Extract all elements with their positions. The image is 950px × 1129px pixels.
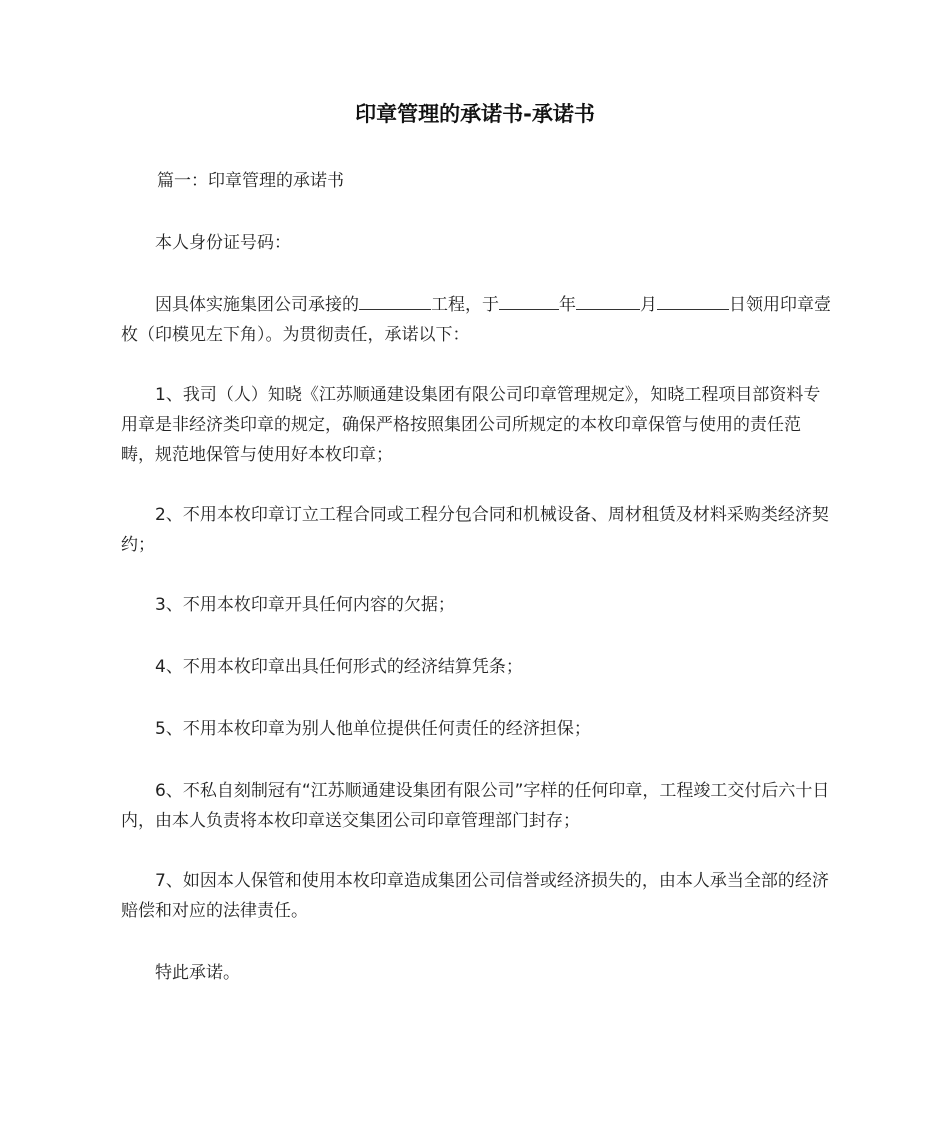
- commitment-item-2: 2、不用本枚印章订立工程合同或工程分包合同和机械设备、周材租赁及材料采购类经济契约；: [121, 505, 829, 555]
- section-heading: 篇一：印章管理的承诺书: [157, 171, 344, 191]
- day-blank: [657, 291, 729, 310]
- commitment-item-5: 5、不用本枚印章为别人他单位提供任何责任的经济担保；: [155, 719, 591, 739]
- intro-text-5: 日领用印章壹枚（印模见左下角）。为贯彻责任，承诺以下：: [121, 295, 831, 345]
- commitment-item-4: 4、不用本枚印章出具任何形式的经济结算凭条；: [155, 657, 523, 677]
- intro-text-4: 月: [640, 295, 657, 315]
- intro-text-1: 因具体实施集团公司承接的: [155, 295, 359, 315]
- commitment-item-3: 3、不用本枚印章开具任何内容的欠据；: [155, 595, 455, 615]
- month-blank: [576, 291, 640, 310]
- intro-text-3: 年: [559, 295, 576, 315]
- commitment-item-1: 1、我司（人）知晓《江苏顺通建设集团有限公司印章管理规定》，知晓工程项目部资料专用章是非经济类印章的规定，确保严格按照集团公司所规定的本枚印章保管与使用的责任范畴，规范地保管与使用好本枚印章；: [121, 385, 821, 465]
- intro-text-2: 工程，于: [431, 295, 499, 315]
- closing-statement: 特此承诺。: [155, 963, 240, 983]
- project-name-blank: [359, 291, 431, 310]
- commitment-item-6: 6、不私自刻制冠有“江苏顺通建设集团有限公司”字样的任何印章，工程竣工交付后六十日内，由本人负责将本枚印章送交集团公司印章管理部门封存；: [121, 781, 830, 831]
- commitment-item-7: 7、如因本人保管和使用本枚印章造成集团公司信誉或经济损失的，由本人承当全部的经济赔偿和对应的法律责任。: [121, 871, 829, 921]
- intro-paragraph: [121, 290, 833, 350]
- id-number-line: 本人身份证号码：: [155, 233, 291, 253]
- year-blank: [499, 291, 559, 310]
- document-title: 印章管理的承诺书-承诺书: [355, 102, 595, 126]
